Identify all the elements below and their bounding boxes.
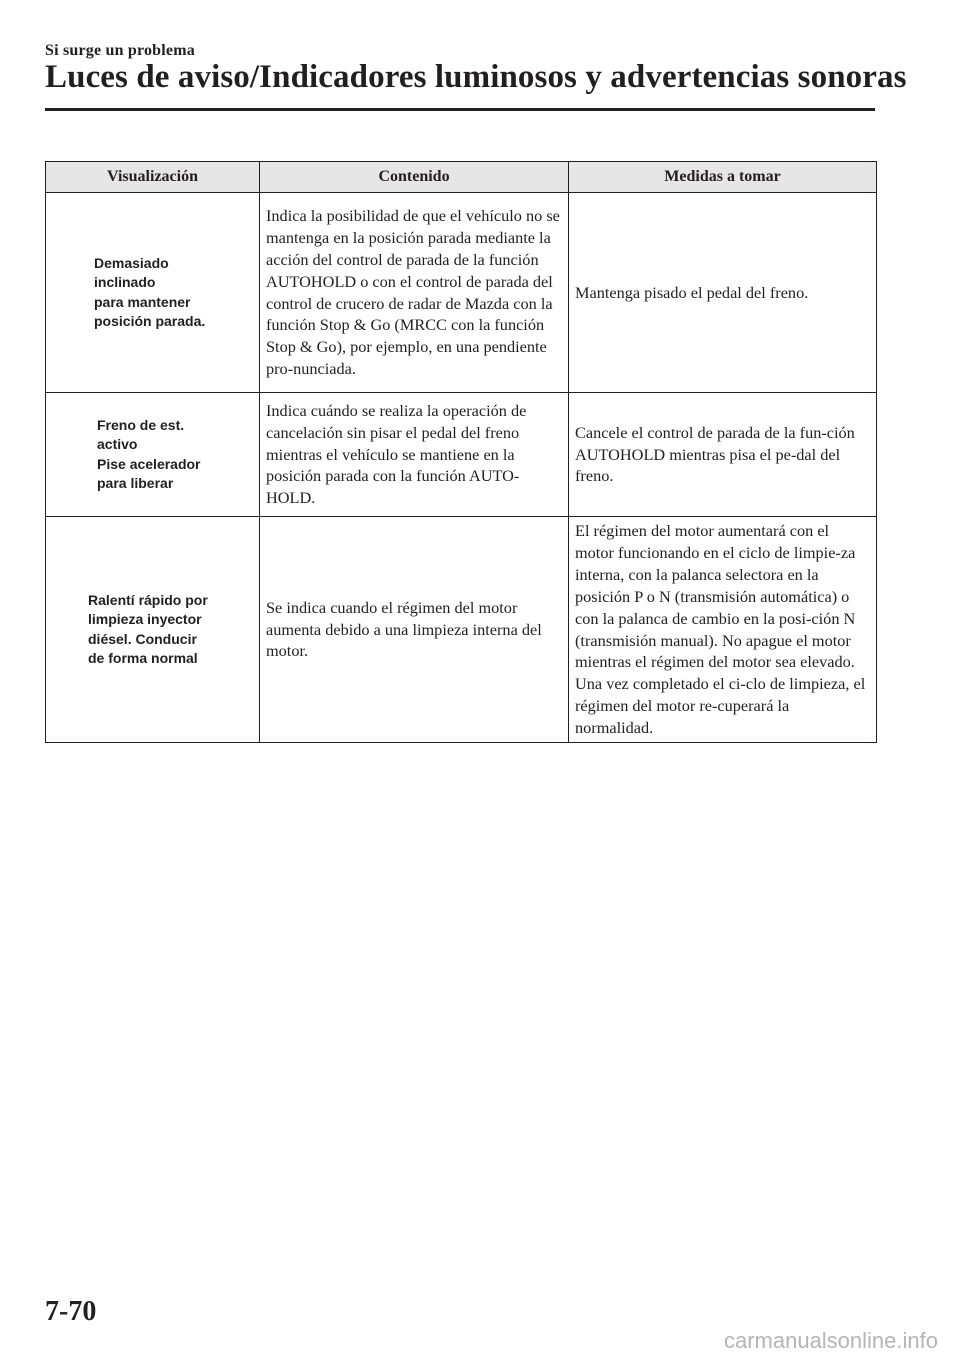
content-cell: Indica cuándo se realiza la operación de cancelación sin pisar el pedal del freno mientras el vehículo se mantiene en la posición parada con la función AUTO-HOLD. — [260, 393, 569, 517]
table-row — [46, 393, 877, 517]
table-header-row — [46, 162, 877, 193]
display-cell — [46, 193, 260, 393]
display-cell — [46, 393, 260, 517]
table-row — [46, 193, 877, 393]
watermark-link[interactable]: carmanualsonline.info — [723, 1328, 938, 1353]
page-number: 7-70 — [45, 1296, 97, 1327]
action-cell: Mantenga pisado el pedal del freno. — [569, 193, 877, 393]
column-header-action: Medidas a tomar — [569, 162, 877, 193]
display-message: Ralentí rápido por limpieza inyector diésel. Conducir de forma normal — [88, 591, 208, 666]
content-cell: Indica la posibilidad de que el vehículo no se mantenga en la posición parada mediante la acción del control de parada de la función AUTOHOLD o con el control de parada del control de crucero de radar de Mazda con la función Stop & Go (MRCC con la función Stop & Go), por ejemplo, en una pendiente pro-nunciada. — [260, 193, 569, 393]
column-header-display: Visualización — [46, 162, 260, 193]
display-cell — [46, 517, 260, 743]
action-cell: Cancele el control de parada de la fun-ción AUTOHOLD mientras pisa el pe-dal del freno. — [569, 393, 877, 517]
action-cell: El régimen del motor aumentará con el motor funcionando en el ciclo de limpie-za interna, con la palanca selectora en la posición P o N (transmisión automática) o con la palanca de cambio en la posi-ción N (transmisión manual). No apague el motor mientras el régimen del motor sea elevado. Una vez completado el ci-clo de limpieza, el régimen del motor re-cuperará la normalidad. — [569, 517, 877, 743]
table-row — [46, 517, 877, 743]
section-label: Si surge un problema — [45, 42, 195, 59]
content-cell: Se indica cuando el régimen del motor aumenta debido a una limpieza interna del motor. — [260, 517, 569, 743]
title-rule — [45, 108, 875, 111]
column-header-content: Contenido — [260, 162, 569, 193]
page-title: Luces de aviso/Indicadores luminosos y advertencias sonoras — [45, 59, 907, 95]
display-message: Freno de est. activo Pise acelerador para liberar — [97, 416, 201, 491]
display-message: Demasiado inclinado para mantener posición parada. — [94, 254, 206, 329]
warning-table — [45, 161, 877, 743]
